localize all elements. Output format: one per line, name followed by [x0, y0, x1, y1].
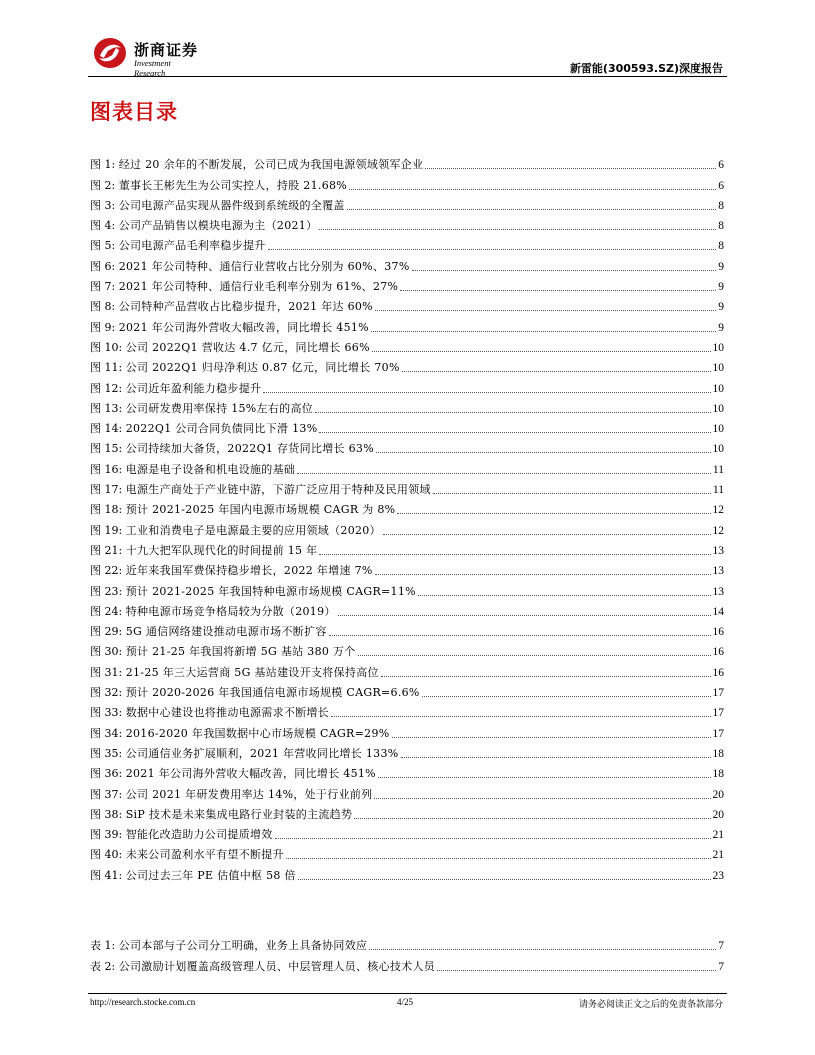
leader-dots: [329, 635, 711, 636]
toc-entry[interactable]: [90, 274, 724, 294]
entry-label: 图 37:: [90, 787, 123, 801]
entry-label: 图 41:: [90, 868, 123, 882]
entry-title: 公司特种产品营收占比稳步提升，2021 年达 60%: [118, 300, 373, 314]
toc-entry[interactable]: [90, 335, 724, 355]
leader-dots: [437, 970, 716, 971]
entry-label: 图 36:: [90, 767, 123, 781]
leader-dots: [371, 331, 716, 332]
entry-page: 18: [712, 768, 724, 781]
entry-page: 7: [718, 940, 724, 953]
entry-page: 10: [712, 362, 724, 375]
entry-page: 11: [712, 463, 724, 476]
entry-title: 2021 年公司特种、通信行业营收占比分别为 60%、37%: [118, 259, 410, 273]
brand-name-en: Investment Research: [134, 58, 171, 78]
toc-entry[interactable]: [90, 720, 724, 740]
toc-entry[interactable]: [90, 659, 724, 679]
entry-title: 公司通信业务扩展顺利，2021 年营收同比增长 133%: [125, 746, 399, 760]
entry-label: 图 10:: [90, 340, 123, 354]
toc-entry[interactable]: [90, 822, 724, 842]
entry-title: 2022Q1 公司合同负债同比下滑 13%: [125, 422, 318, 436]
entry-label: 图 39:: [90, 828, 123, 842]
entry-label: 图 6:: [90, 259, 116, 273]
report-title: 新雷能(300593.SZ)深度报告: [569, 62, 723, 75]
entry-title: 公司本部与子公司分工明确，业务上具备协同效应: [118, 939, 368, 953]
entry-page: 17: [712, 707, 724, 720]
entry-label: 图 30:: [90, 645, 123, 659]
leader-dots: [383, 534, 711, 535]
toc-entry[interactable]: [90, 375, 724, 395]
leader-dots: [297, 473, 711, 474]
leader-dots: [374, 798, 710, 799]
toc-entry[interactable]: [90, 253, 724, 273]
toc-entry[interactable]: [90, 477, 724, 497]
leader-dots: [376, 452, 711, 453]
entry-label: 图 15:: [90, 442, 123, 456]
toc-entry[interactable]: [90, 842, 724, 862]
entry-title: 董事长王彬先生为公司实控人，持股 21.68%: [118, 178, 348, 192]
toc-entry[interactable]: [90, 294, 724, 314]
entry-title: 电源生产商处于产业链中游，下游广泛应用于特种及民用领域: [125, 483, 431, 497]
entry-title: SiP 技术是未来集成电路行业封装的主流趋势: [125, 807, 353, 821]
toc-entry[interactable]: [90, 172, 724, 192]
toc-entry[interactable]: [90, 599, 724, 619]
entry-label: 图 32:: [90, 686, 123, 700]
entry-label: 图 1:: [90, 158, 116, 172]
entry-label: 图 23:: [90, 584, 123, 598]
entry-label: 图 3:: [90, 198, 116, 212]
entry-page: 10: [712, 402, 724, 415]
leader-dots: [412, 270, 717, 271]
leader-dots: [372, 351, 711, 352]
entry-page: 16: [712, 646, 724, 659]
entry-title: 公司产品销售以模块电源为主（2021）: [118, 219, 318, 233]
entry-page: 20: [712, 808, 724, 821]
leader-dots: [400, 290, 716, 291]
entry-label: 图 18:: [90, 503, 123, 517]
leader-dots: [422, 696, 711, 697]
entry-title: 公司研发费用率保持 15%左右的高位: [125, 401, 314, 415]
entry-page: 8: [718, 220, 724, 233]
leader-dots: [298, 879, 711, 880]
toc-entry[interactable]: [90, 233, 724, 253]
entry-page: 16: [712, 666, 724, 679]
entry-title: 十九大把军队现代化的时间提前 15 年: [125, 543, 318, 557]
toc-entry[interactable]: [90, 517, 724, 537]
entry-label: 图 34:: [90, 726, 123, 740]
entry-title: 2021 年公司海外营收大幅改善，同比增长 451%: [118, 320, 369, 334]
entry-label: 图 38:: [90, 807, 123, 821]
entry-page: 8: [718, 240, 724, 253]
entry-label: 图 35:: [90, 746, 123, 760]
leader-dots: [433, 493, 711, 494]
entry-title: 5G 通信网络建设推动电源市场不断扩容: [125, 625, 327, 639]
entry-title: 21-25 年三大运营商 5G 基站建设开支将保持高位: [125, 665, 379, 679]
leader-dots: [275, 838, 711, 839]
entry-title: 公司持续加大备货，2022Q1 存货同比增长 63%: [125, 442, 374, 456]
leader-dots: [319, 229, 716, 230]
entry-label: 图 24:: [90, 604, 123, 618]
toc-entry[interactable]: [90, 578, 724, 598]
entry-page: 12: [712, 504, 724, 517]
toc-entry[interactable]: [90, 680, 724, 700]
toc-entry[interactable]: [90, 802, 724, 822]
toc-entry[interactable]: [90, 497, 724, 517]
entry-page: 18: [712, 747, 724, 760]
entry-page: 16: [712, 626, 724, 639]
leader-dots: [402, 371, 711, 372]
leader-dots: [378, 777, 711, 778]
entry-page: 6: [718, 179, 724, 192]
entry-page: 6: [718, 159, 724, 172]
toc-entry[interactable]: [90, 639, 724, 659]
toc-entry[interactable]: [90, 741, 724, 761]
toc-entry[interactable]: [90, 396, 724, 416]
entry-label: 图 5:: [90, 239, 116, 253]
entry-page: 17: [712, 687, 724, 700]
leader-dots: [369, 949, 716, 950]
entry-title: 工业和消费电子是电源最主要的应用领域（2020）: [125, 523, 381, 537]
entry-label: 图 7:: [90, 280, 116, 294]
entry-title: 特种电源市场竞争格局较为分散（2019）: [125, 604, 336, 618]
entry-page: 9: [718, 260, 724, 273]
leader-dots: [358, 655, 711, 656]
entry-label: 图 8:: [90, 300, 116, 314]
entry-title: 2021 年公司海外营收大幅改善，同比增长 451%: [125, 767, 376, 781]
entry-page: 9: [718, 321, 724, 334]
entry-page: 11: [712, 484, 724, 497]
entry-title: 2016-2020 年我国数据中心市场规模 CAGR=29%: [125, 726, 390, 740]
entry-label: 图 12:: [90, 381, 123, 395]
entry-label: 图 11:: [90, 361, 123, 375]
leader-dots: [338, 615, 711, 616]
entry-label: 图 29:: [90, 625, 123, 639]
figure-list: [90, 152, 724, 883]
entry-title: 预计 2021-2025 年我国特种电源市场规模 CAGR=11%: [125, 584, 416, 598]
leader-dots: [263, 392, 710, 393]
entry-page: 17: [712, 727, 724, 740]
leader-dots: [354, 818, 710, 819]
entry-page: 10: [712, 382, 724, 395]
toc-entry[interactable]: [90, 152, 724, 172]
entry-title: 经过 20 余年的不断发展，公司已成为我国电源领域领军企业: [118, 158, 424, 172]
entry-title: 公司过去三年 PE 估值中枢 58 倍: [125, 868, 296, 882]
toc-entry[interactable]: [90, 862, 724, 882]
leader-dots: [401, 757, 711, 758]
entry-title: 未来公司盈利水平有望不断提升: [125, 848, 284, 862]
entry-title: 公司激励计划覆盖高级管理人员、中层管理人员、核心技术人员: [118, 959, 436, 973]
brand-logo-icon: [92, 36, 128, 70]
header-divider: [88, 76, 727, 77]
entry-label: 图 19:: [90, 523, 123, 537]
entry-page: 7: [718, 960, 724, 973]
toc-entry[interactable]: [90, 416, 724, 436]
leader-dots: [315, 412, 710, 413]
toc-entry[interactable]: [90, 933, 724, 953]
entry-label: 图 16:: [90, 462, 123, 476]
toc-entry[interactable]: [90, 700, 724, 720]
entry-label: 图 33:: [90, 706, 123, 720]
leader-dots: [375, 310, 716, 311]
leader-dots: [349, 189, 716, 190]
entry-label: 图 2:: [90, 178, 116, 192]
table-list: [90, 933, 724, 974]
toc-entry[interactable]: [90, 781, 724, 801]
leader-dots: [347, 209, 717, 210]
entry-page: 13: [712, 544, 724, 557]
entry-label: 图 4:: [90, 219, 116, 233]
entry-page: 21: [712, 829, 724, 842]
leader-dots: [418, 595, 711, 596]
entry-title: 公司 2021 年研发费用率达 14%，处于行业前列: [125, 787, 373, 801]
leader-dots: [319, 554, 710, 555]
footer-divider: [88, 993, 727, 994]
leader-dots: [268, 249, 717, 250]
entry-title: 公司电源产品毛利率稳步提升: [118, 239, 266, 253]
entry-label: 图 21:: [90, 543, 123, 557]
disclaimer-note: 请务必阅读正文之后的免责条款部分: [578, 1000, 723, 1010]
toc-entry[interactable]: [90, 558, 724, 578]
leader-dots: [425, 168, 716, 169]
entry-title: 公司电源产品实现从器件级到系统级的全覆盖: [118, 198, 345, 212]
entry-page: 10: [712, 423, 724, 436]
brand-logo: [92, 36, 202, 78]
entry-label: 图 13:: [90, 401, 123, 415]
entry-page: 13: [712, 585, 724, 598]
entry-label: 图 31:: [90, 665, 123, 679]
leader-dots: [397, 513, 710, 514]
entry-label: 图 9:: [90, 320, 116, 334]
entry-title: 公司近年盈利能力稳步提升: [125, 381, 262, 395]
entry-title: 近年来我国军费保持稳步增长，2022 年增速 7%: [125, 564, 373, 578]
entry-title: 电源是电子设备和机电设施的基础: [125, 462, 296, 476]
toc-entry[interactable]: [90, 355, 724, 375]
entry-label: 图 22:: [90, 564, 123, 578]
leader-dots: [375, 574, 711, 575]
entry-title: 预计 2020-2026 年我国通信电源市场规模 CAGR=6.6%: [125, 686, 420, 700]
toc-entry[interactable]: [90, 953, 724, 973]
page-number: 4/25: [397, 997, 414, 1007]
toc-entry[interactable]: [90, 456, 724, 476]
leader-dots: [331, 716, 710, 717]
entry-page: 9: [718, 281, 724, 294]
entry-page: 8: [718, 199, 724, 212]
toc-entry[interactable]: [90, 619, 724, 639]
entry-title: 预计 2021-2025 年国内电源市场规模 CAGR 为 8%: [125, 503, 396, 517]
entry-title: 预计 21-25 年我国将新增 5G 基站 380 万个: [125, 645, 356, 659]
entry-label: 表 1:: [90, 939, 116, 953]
entry-label: 图 14:: [90, 422, 123, 436]
leader-dots: [381, 676, 711, 677]
entry-label: 表 2:: [90, 959, 116, 973]
entry-title: 数据中心建设也将推动电源需求不断增长: [125, 706, 330, 720]
entry-title: 智能化改造助力公司提质增效: [125, 828, 273, 842]
entry-page: 9: [718, 301, 724, 314]
leader-dots: [319, 432, 710, 433]
toc-entry[interactable]: [90, 436, 724, 456]
entry-label: 图 17:: [90, 483, 123, 497]
entry-page: 12: [712, 524, 724, 537]
page-title: 图表目录: [90, 100, 178, 124]
entry-page: 13: [712, 565, 724, 578]
entry-page: 14: [712, 605, 724, 618]
entry-title: 2021 年公司特种、通信行业毛利率分别为 61%、27%: [118, 280, 399, 294]
toc-entry[interactable]: [90, 761, 724, 781]
entry-page: 23: [712, 869, 724, 882]
leader-dots: [286, 858, 711, 859]
footer-url-link[interactable]: http://research.stocke.com.cn: [90, 997, 196, 1007]
entry-page: 10: [712, 443, 724, 456]
entry-page: 21: [712, 849, 724, 862]
brand-name-cn: 浙商证券: [134, 41, 199, 59]
toc-entry[interactable]: [90, 193, 724, 213]
entry-title: 公司 2022Q1 营收达 4.7 亿元，同比增长 66%: [125, 340, 370, 354]
entry-page: 10: [712, 341, 724, 354]
entry-label: 图 40:: [90, 848, 123, 862]
toc-entry[interactable]: [90, 213, 724, 233]
leader-dots: [392, 737, 711, 738]
toc-entry[interactable]: [90, 538, 724, 558]
entry-page: 20: [712, 788, 724, 801]
toc-entry[interactable]: [90, 314, 724, 334]
entry-title: 公司 2022Q1 归母净利达 0.87 亿元，同比增长 70%: [125, 361, 400, 375]
